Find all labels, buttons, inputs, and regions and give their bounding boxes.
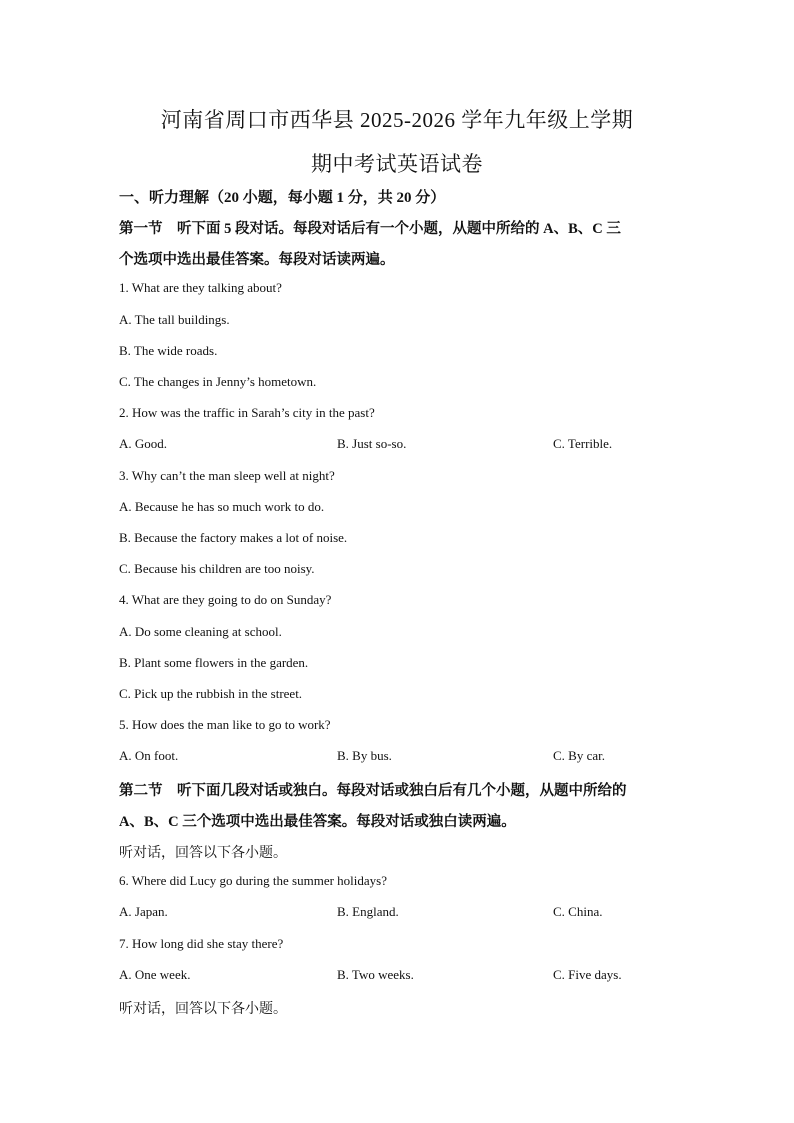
question-4-option-c: C. Pick up the rubbish in the street. <box>119 686 303 701</box>
question-5-option-c: C. By car. <box>553 748 605 763</box>
question-6: 6. Where did Lucy go during the summer holidays? <box>119 873 388 888</box>
question-1-option-a: A. The tall buildings. <box>119 312 230 327</box>
question-2: 2. How was the traffic in Sarah’s city in the past? <box>119 405 375 420</box>
question-3-option-b: B. Because the factory makes a lot of noise. <box>119 530 348 545</box>
question-6-option-c: C. China. <box>553 904 603 919</box>
question-3: 3. Why can’t the man sleep well at night? <box>119 468 335 483</box>
question-5: 5. How does the man like to go to work? <box>119 717 331 732</box>
question-4-option-a: A. Do some cleaning at school. <box>119 624 282 639</box>
question-3-option-a: A. Because he has so much work to do. <box>119 499 325 514</box>
question-4: 4. What are they going to do on Sunday? <box>119 592 332 607</box>
question-6-option-a: A. Japan. <box>119 904 168 919</box>
section2-instruction-line1: 第二节 听下面几段对话或独白。每段对话或独白后有几个小题，从题中所给的 <box>119 783 627 799</box>
question-4-option-b: B. Plant some flowers in the garden. <box>119 655 309 670</box>
section2-note-2: 听对话，回答以下各小题。 <box>119 1002 287 1017</box>
question-6-option-b: B. England. <box>337 904 399 919</box>
question-3-option-c: C. Because his children are too noisy. <box>119 561 315 576</box>
question-2-option-b: B. Just so-so. <box>337 436 407 451</box>
question-1: 1. What are they talking about? <box>119 280 282 295</box>
question-5-option-b: B. By bus. <box>337 748 392 763</box>
exam-title-line2: 期中考试英语试卷 <box>311 152 483 176</box>
section1-instruction-line1: 第一节 听下面 5 段对话。每段对话后有一个小题，从题中所给的 A、B、C 三 <box>119 221 621 237</box>
question-7: 7. How long did she stay there? <box>119 936 284 951</box>
question-2-option-a: A. Good. <box>119 436 168 451</box>
question-7-option-a: A. One week. <box>119 967 191 982</box>
section1-instruction-line2: 个选项中选出最佳答案。每段对话读两遍。 <box>119 252 395 268</box>
question-2-option-c: C. Terrible. <box>553 436 613 451</box>
question-7-option-c: C. Five days. <box>553 967 622 982</box>
question-5-option-a: A. On foot. <box>119 748 179 763</box>
question-1-option-b: B. The wide roads. <box>119 343 218 358</box>
section2-instruction-line2: A、B、C 三个选项中选出最佳答案。每段对话或独白读两遍。 <box>119 814 516 830</box>
question-1-option-c: C. The changes in Jenny’s hometown. <box>119 374 317 389</box>
question-7-option-b: B. Two weeks. <box>337 967 414 982</box>
part1-heading: 一、听力理解（20 小题，每小题 1 分，共 20 分） <box>119 190 446 206</box>
exam-title-line1: 河南省周口市西华县 2025-2026 学年九年级上学期 <box>160 108 634 132</box>
section2-note-1: 听对话，回答以下各小题。 <box>119 846 287 861</box>
